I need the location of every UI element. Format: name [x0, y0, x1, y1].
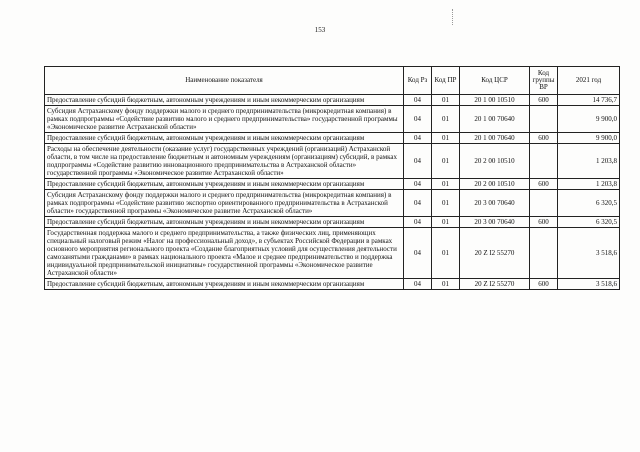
cell-pr: 01 — [432, 190, 460, 217]
header-csr: Код ЦСР — [460, 67, 530, 95]
cell-name: Предоставление субсидий бюджетным, автономным учреждениям и иным некоммерческим организациям — [45, 179, 404, 190]
cell-pr: 01 — [432, 217, 460, 228]
cell-pr: 01 — [432, 144, 460, 179]
header-rz: Код Рз — [404, 67, 432, 95]
cell-vr: 600 — [530, 217, 558, 228]
table-row — [45, 133, 620, 144]
cell-vr — [530, 190, 558, 217]
cell-pr: 01 — [432, 133, 460, 144]
cell-vr — [530, 144, 558, 179]
cell-pr: 01 — [432, 228, 460, 279]
cell-rz: 04 — [404, 179, 432, 190]
cell-csr: 20 Z I2 55270 — [460, 228, 530, 279]
cell-vr — [530, 228, 558, 279]
cell-csr: 20 Z I2 55270 — [460, 279, 530, 290]
cell-rz: 04 — [404, 95, 432, 106]
header-pr: Код ПР — [432, 67, 460, 95]
cell-name: Предоставление субсидий бюджетным, автономным учреждениям и иным некоммерческим организациям — [45, 279, 404, 290]
cell-rz: 04 — [404, 190, 432, 217]
table-row — [45, 95, 620, 106]
cell-value: 9 900,0 — [558, 106, 620, 133]
cell-rz: 04 — [404, 217, 432, 228]
cell-pr: 01 — [432, 106, 460, 133]
cell-csr: 20 2 00 10510 — [460, 144, 530, 179]
cell-vr: 600 — [530, 95, 558, 106]
cell-rz: 04 — [404, 144, 432, 179]
cell-vr — [530, 106, 558, 133]
cell-pr: 01 — [432, 279, 460, 290]
cell-name: Субсидия Астраханскому фонду поддержки малого и среднего предпринимательства (микрокредитная компания) в рамках подпрограммы «Содействие развитию экспортно ориентированного предпринимательства в Астраханской области» государственной программы «Экономическое развитие Астраханской области» — [45, 190, 404, 217]
table-row — [45, 217, 620, 228]
cell-name: Расходы на обеспечение деятельности (оказание услуг) государственных учреждений (организаций) Астраханской области, в том числе на предоставление бюджетным и автономным учреждениям (организациям) субсидий, в рамках подпрограммы «Содействие развитию инновационного предпринимательства в Астраханской области» государственной программы «Экономическое развитие Астраханской области» — [45, 144, 404, 179]
cell-vr: 600 — [530, 133, 558, 144]
cell-name: Государственная поддержка малого и среднего предпринимательства, а также физических лиц, применяющих специальный налоговый режим «Налог на профессиональный доход», в субъектах Российской Федерации в рамках основного мероприятия регионального проекта «Создание благоприятных условий для осуществления деятельности самозанятыми гражданами» в рамках национального проекта «Малое и среднее предпринимательство и поддержка индивидуальной предпринимательской инициативы» государственной программы «Экономическое развитие Астраханской области» — [45, 228, 404, 279]
table-body — [45, 95, 620, 290]
table-row — [45, 144, 620, 179]
cell-csr: 20 1 00 70640 — [460, 133, 530, 144]
cell-csr: 20 3 00 70640 — [460, 217, 530, 228]
cell-vr: 600 — [530, 179, 558, 190]
cell-rz: 04 — [404, 279, 432, 290]
header-vr: Код группы ВР — [530, 67, 558, 95]
cell-pr: 01 — [432, 179, 460, 190]
cell-name: Субсидия Астраханскому фонду поддержки малого и среднего предпринимательства (микрокредитная компания) в рамках подпрограммы «Содействие развитию малого и среднего предпринимательства» государственной программы «Экономическое развитие Астраханской области» — [45, 106, 404, 133]
cell-name: Предоставление субсидий бюджетным, автономным учреждениям и иным некоммерческим организациям — [45, 95, 404, 106]
cell-value: 14 736,7 — [558, 95, 620, 106]
cell-value: 6 320,5 — [558, 217, 620, 228]
scan-mark — [452, 9, 455, 25]
cell-name: Предоставление субсидий бюджетным, автономным учреждениям и иным некоммерческим организациям — [45, 217, 404, 228]
table-row — [45, 279, 620, 290]
table-row — [45, 228, 620, 279]
cell-csr: 20 2 00 10510 — [460, 179, 530, 190]
cell-rz: 04 — [404, 133, 432, 144]
cell-csr: 20 1 00 70640 — [460, 106, 530, 133]
cell-value: 6 320,5 — [558, 190, 620, 217]
cell-rz: 04 — [404, 228, 432, 279]
page-number: 153 — [314, 26, 326, 34]
cell-rz: 04 — [404, 106, 432, 133]
cell-csr: 20 3 00 70640 — [460, 190, 530, 217]
table-row — [45, 179, 620, 190]
header-name: Наименование показателя — [45, 67, 404, 95]
cell-value: 9 900,0 — [558, 133, 620, 144]
cell-csr: 20 1 00 10510 — [460, 95, 530, 106]
header-row — [45, 67, 620, 95]
budget-table — [44, 66, 620, 290]
cell-value: 1 203,8 — [558, 179, 620, 190]
header-year: 2021 год — [558, 67, 620, 95]
cell-value: 3 518,6 — [558, 228, 620, 279]
cell-value: 3 518,6 — [558, 279, 620, 290]
cell-vr: 600 — [530, 279, 558, 290]
table-row — [45, 190, 620, 217]
cell-value: 1 203,8 — [558, 144, 620, 179]
table-row — [45, 106, 620, 133]
cell-pr: 01 — [432, 95, 460, 106]
cell-name: Предоставление субсидий бюджетным, автономным учреждениям и иным некоммерческим организациям — [45, 133, 404, 144]
